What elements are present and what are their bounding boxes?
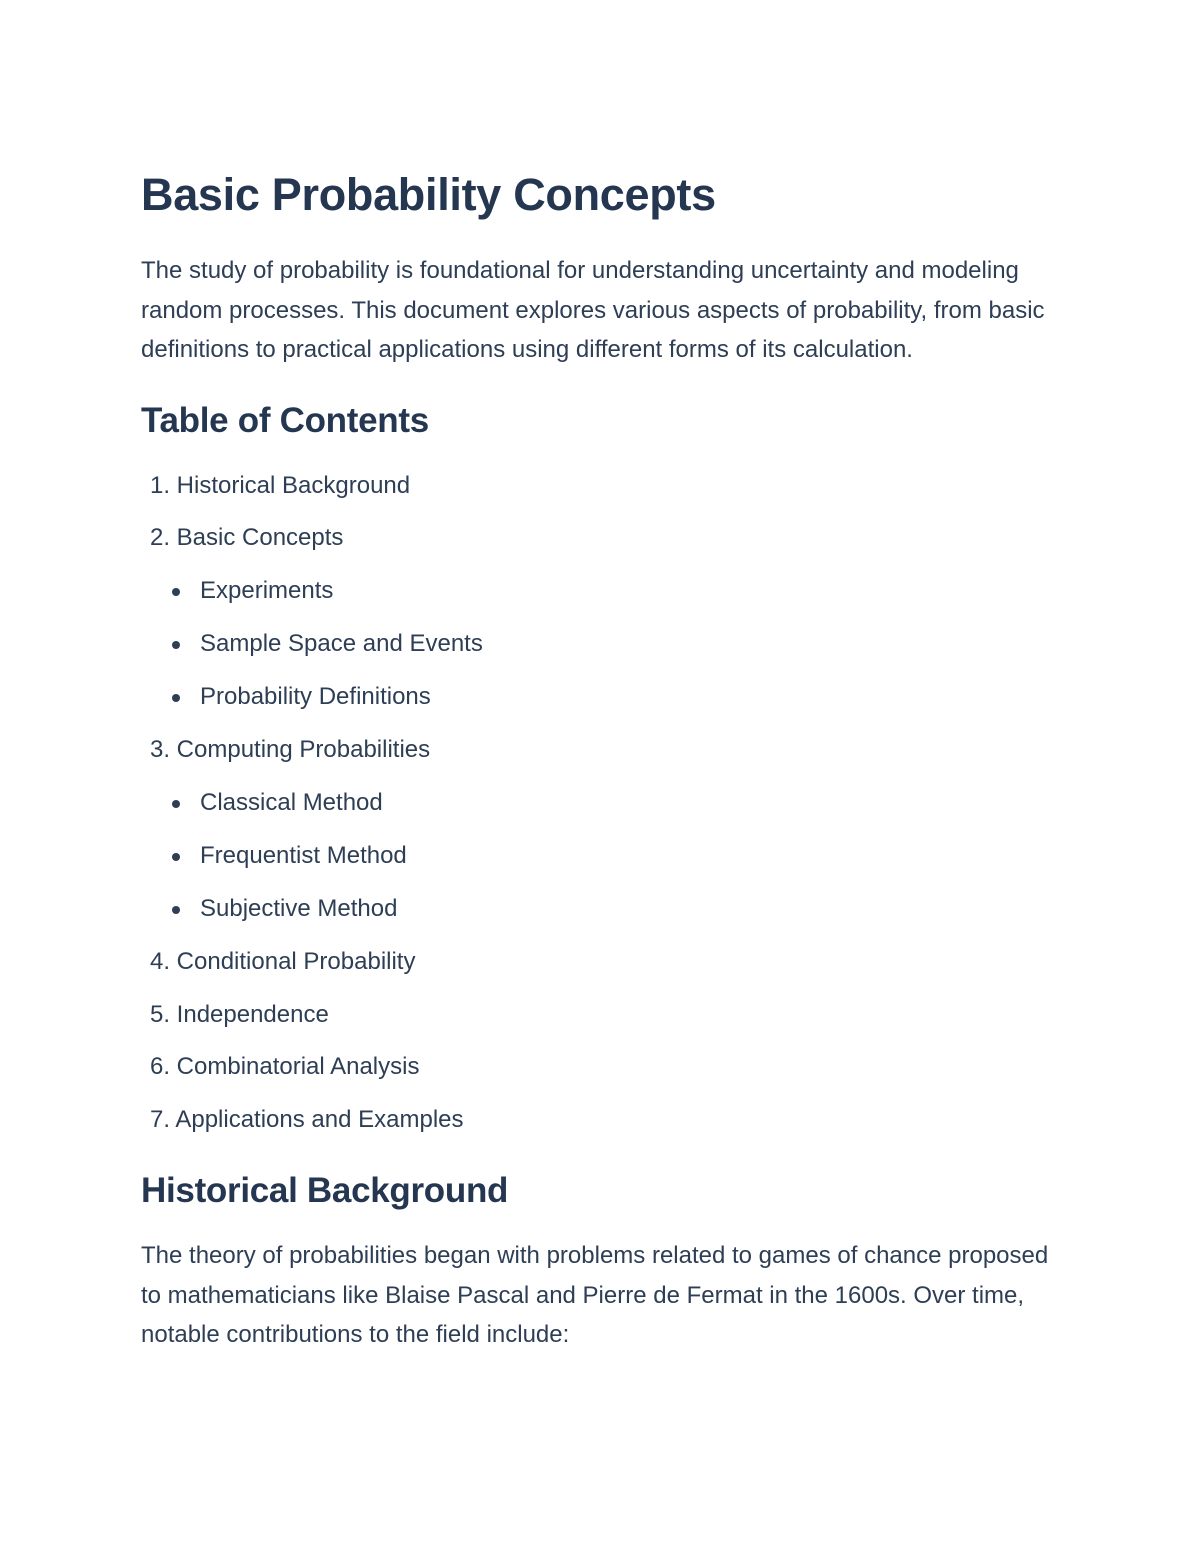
toc-subitem: Probability Definitions bbox=[141, 671, 1071, 724]
bullet-icon bbox=[172, 853, 180, 861]
document-title: Basic Probability Concepts bbox=[141, 169, 716, 220]
toc-item-independence: 5. Independence bbox=[149, 1000, 329, 1028]
table-of-contents bbox=[141, 460, 1071, 1148]
toc-subitem: Classical Method bbox=[141, 777, 1071, 830]
intro-paragraph: The study of probability is foundational for understanding uncertainty and modeling random processes. This document explores various aspects of probability, from basic definitions to practical applications using different forms of its calculation. bbox=[141, 257, 1045, 363]
toc-item-applications-examples: 7. Applications and Examples bbox=[149, 1106, 464, 1134]
toc-sublist-basic-concepts bbox=[141, 565, 1071, 724]
toc-item-combinatorial-analysis: 6. Combinatorial Analysis bbox=[149, 1053, 420, 1081]
toc-item-historical-background: 1. Historical Background bbox=[149, 471, 411, 499]
historical-background-heading: Historical Background bbox=[141, 1171, 509, 1211]
toc-subitem: Frequentist Method bbox=[141, 830, 1071, 883]
toc-item-basic-concepts: 2. Basic Concepts Experiments Sample Space and Events Probability Definitions bbox=[141, 512, 1071, 724]
bullet-icon bbox=[172, 800, 180, 808]
toc-sublist-computing-probabilities bbox=[141, 777, 1071, 936]
toc-subitem: Experiments bbox=[141, 565, 1071, 618]
toc-heading: Table of Contents bbox=[141, 400, 429, 440]
toc-subitem: Sample Space and Events bbox=[141, 618, 1071, 671]
toc-item-conditional-probability: 4. Conditional Probability bbox=[149, 947, 416, 975]
historical-background-paragraph: The theory of probabilities began with problems related to games of chance proposed to mathematicians like Blaise Pascal and Pierre de Fermat in the 1600s. Over time, notable contributions to the field include: bbox=[141, 1242, 1049, 1349]
bullet-icon bbox=[172, 906, 180, 914]
toc-item-computing-probabilities: 3. Computing Probabilities Classical Method Frequentist Method Subjective Method bbox=[141, 724, 1071, 936]
toc-subitem: Subjective Method bbox=[141, 883, 1071, 936]
document-page bbox=[141, 168, 1071, 1355]
